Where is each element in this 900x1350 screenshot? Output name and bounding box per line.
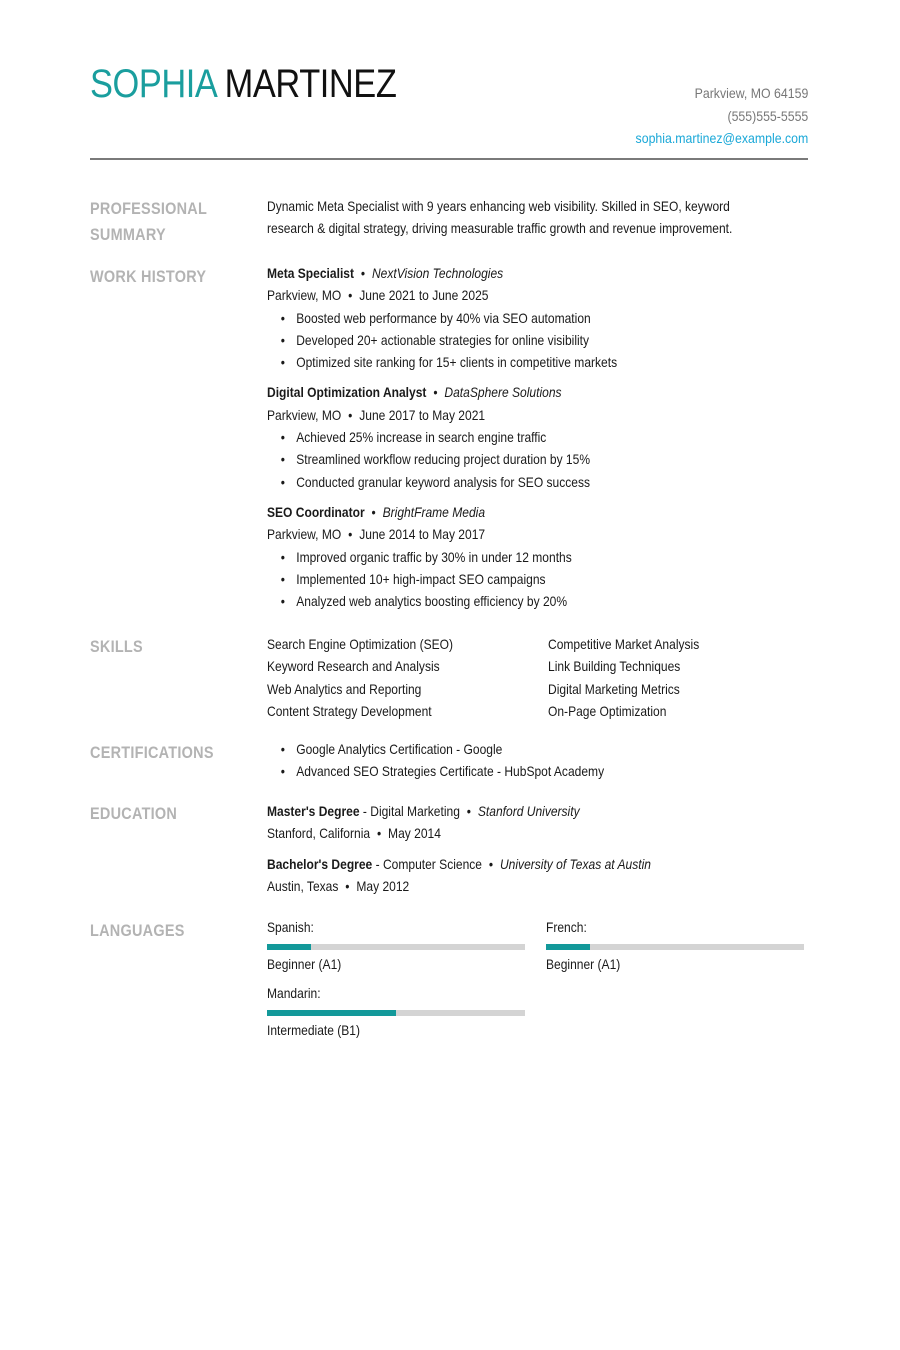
language-level: Beginner (A1) <box>546 956 621 973</box>
email-link[interactable]: sophia.martinez@example.com <box>635 130 808 146</box>
job-entry <box>267 501 674 612</box>
candidate-name <box>90 62 396 107</box>
education-entry <box>267 853 714 898</box>
field: - Computer Science <box>372 855 482 872</box>
skills-grid <box>267 633 808 722</box>
job-bullet: • Improved organic traffic by 30% in under 12 months <box>267 546 617 568</box>
education <box>267 800 714 905</box>
job-bullet: • Boosted web performance by 40% via SEO automation <box>267 307 617 329</box>
section-label-certifications: CERTIFICATIONS <box>90 743 214 762</box>
separator: • <box>376 825 382 842</box>
language-name: Mandarin: <box>267 985 321 1001</box>
edu-date: May 2012 <box>356 877 410 894</box>
header-divider <box>90 158 808 160</box>
job-bullet: • Implemented 10+ high-impact SEO campaigns <box>267 568 617 590</box>
job-bullet: • Conducted granular keyword analysis for SEO success <box>267 471 617 493</box>
skill-item: On-Page Optimization <box>548 702 667 719</box>
contact-info <box>612 82 808 150</box>
edu-date: May 2014 <box>388 825 441 842</box>
education-entry <box>267 800 714 845</box>
summary-text <box>267 195 808 240</box>
job-bullet: • Analyzed web analytics boosting efficiency by 20% <box>267 590 617 612</box>
job-bullet: • Developed 20+ actionable strategies for online visibility <box>267 329 617 351</box>
language-level: Beginner (A1) <box>267 956 342 973</box>
last-name: MARTINEZ <box>224 62 397 106</box>
section-label-skills: SKILLS <box>90 637 143 656</box>
separator: • <box>433 384 438 401</box>
separator: • <box>348 526 353 543</box>
proficiency-fill <box>546 944 590 950</box>
section-label-summary <box>90 196 207 248</box>
certifications <box>267 738 659 783</box>
summary-label-line1: PROFESSIONAL <box>90 199 208 218</box>
skill-item: Web Analytics and Reporting <box>267 680 422 697</box>
degree: Master's Degree <box>267 803 360 819</box>
job-bullet: • Streamlined workflow reducing project duration by 15% <box>267 448 617 470</box>
school: University of Texas at Austin <box>499 855 652 872</box>
skill-item: Keyword Research and Analysis <box>267 658 440 675</box>
language-mandarin <box>267 982 525 1042</box>
job-title: SEO Coordinator <box>267 503 365 520</box>
separator: • <box>488 855 494 872</box>
proficiency-fill <box>267 1010 396 1016</box>
degree: Bachelor's Degree <box>267 855 373 872</box>
work-history <box>267 262 674 620</box>
skill-item: Competitive Market Analysis <box>548 636 700 652</box>
language-level: Intermediate (B1) <box>267 1022 361 1039</box>
language-french <box>546 916 804 976</box>
separator: • <box>360 265 366 281</box>
job-dates: June 2021 to June 2025 <box>359 287 489 304</box>
separator: • <box>466 803 472 819</box>
separator: • <box>348 287 353 304</box>
skill-item: Digital Marketing Metrics <box>548 680 680 697</box>
skill-item: Search Engine Optimization (SEO) <box>267 636 454 652</box>
company: BrightFrame Media <box>382 503 486 520</box>
language-spanish <box>267 916 525 976</box>
proficiency-bar <box>546 944 804 950</box>
job-location: Parkview, MO <box>267 406 342 423</box>
job-bullet: • Optimized site ranking for 15+ clients in competitive markets <box>267 351 617 373</box>
summary-line1: Dynamic Meta Specialist with 9 years enhancing web visibility. Skilled in SEO, keyword <box>267 198 730 214</box>
edu-location: Stanford, California <box>267 825 371 842</box>
job-dates: June 2014 to May 2017 <box>359 526 486 543</box>
edu-location: Austin, Texas <box>267 877 339 894</box>
proficiency-fill <box>267 944 311 950</box>
job-entry <box>267 262 674 373</box>
summary-label-line2: SUMMARY <box>90 225 166 244</box>
company: DataSphere Solutions <box>444 384 562 401</box>
job-dates: June 2017 to May 2021 <box>359 406 486 423</box>
job-location: Parkview, MO <box>267 526 342 543</box>
language-name: Spanish: <box>267 919 314 935</box>
company: NextVision Technologies <box>371 265 504 281</box>
section-label-education: EDUCATION <box>90 804 178 823</box>
separator: • <box>345 877 350 894</box>
skill-item: Content Strategy Development <box>267 702 432 719</box>
proficiency-bar <box>267 1010 525 1016</box>
certification-item: • Google Analytics Certification - Google <box>267 738 604 760</box>
job-title: Digital Optimization Analyst <box>267 384 427 401</box>
proficiency-bar <box>267 944 525 950</box>
section-label-work-history: WORK HISTORY <box>90 267 207 286</box>
certification-item: • Advanced SEO Strategies Certificate - HubSpot Academy <box>267 760 604 782</box>
job-entry <box>267 381 674 492</box>
summary-line2: research & digital strategy, driving measurable traffic growth and revenue improvement. <box>267 220 733 237</box>
address: Parkview, MO 64159 <box>694 85 808 101</box>
separator: • <box>371 503 376 520</box>
school: Stanford University <box>477 803 580 819</box>
job-bullet: • Achieved 25% increase in search engine traffic <box>267 426 617 448</box>
phone: (555)555-5555 <box>727 107 808 124</box>
separator: • <box>348 406 353 423</box>
job-location: Parkview, MO <box>267 287 342 304</box>
skill-item: Link Building Techniques <box>548 658 681 675</box>
field: - Digital Marketing <box>359 803 460 819</box>
language-name: French: <box>546 919 587 935</box>
section-label-languages: LANGUAGES <box>90 921 185 940</box>
first-name: SOPHIA <box>90 62 216 106</box>
job-title: Meta Specialist <box>267 265 354 281</box>
